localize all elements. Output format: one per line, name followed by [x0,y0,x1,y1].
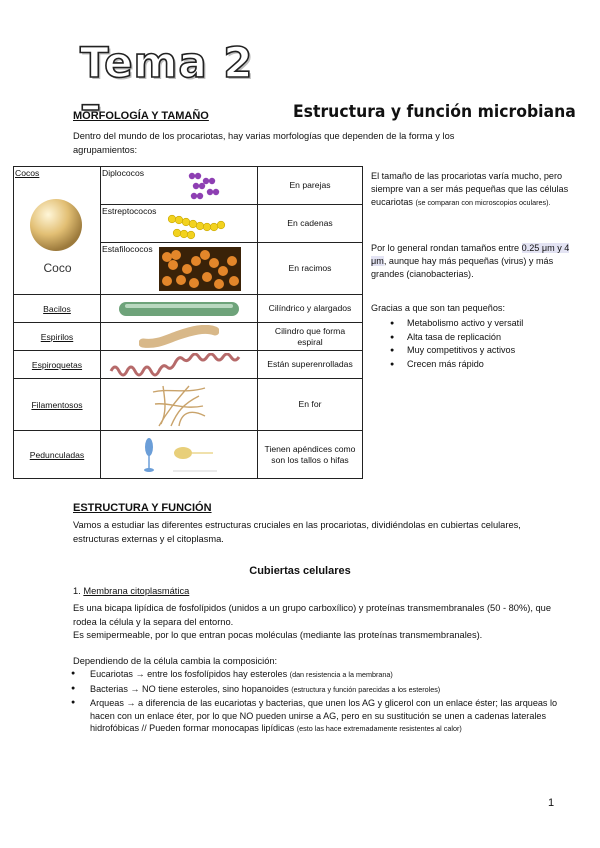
bacilos-image-cell [101,295,258,323]
size-note: (se comparan con microscopios oculares). [415,198,551,207]
membrana-p2: Es semipermeable, por lo que entran pocas moléculas (mediante las proteínas transmembranales). [73,630,483,640]
espirilos-image-cell [101,323,258,351]
membrana-p1: Es una bicapa lipídica de fosfolípidos (unidos a un grupo carboxílico) y proteínas transmembranales (50 - 80%), que rodea la célula y la separa del entorno. [73,603,552,627]
estreptococos-label: Estreptococos [102,206,157,216]
list-item: ● Eucariotas → entre los fosfolípidos hay esteroles (dan resistencia a la membrana) [90,668,560,682]
membrana-heading [73,584,189,598]
espirilos-cell [14,323,101,351]
list-item: ● Muy competitivos y activos [371,344,571,358]
list-item: ● Metabolismo activo y versatil [371,317,571,331]
estafilococos-image [159,247,241,291]
coco-caption: Coco [43,261,72,275]
espiroquetas-cell [14,351,101,379]
range-paragraph [371,242,571,281]
estreptococos-image [167,211,227,241]
pedunculadas-image-cell [101,431,258,479]
list-item: ● Crecen más rápido [371,358,571,372]
page-number: 1 [548,797,555,809]
advantages-list [371,317,571,371]
size-paragraph [371,170,571,209]
list-item: ● Bacterias → NO tiene esteroles, sino hopanoides (estructura y función parecidas a los esteroles) [90,683,560,697]
estafilococos-desc: En racimos [258,243,363,295]
diplococos-label: Diplococos [102,168,145,178]
diplococos-desc: En parejas [258,167,363,205]
pedunculadas-desc: Tienen apéndices como son los tallos o hifas [258,431,363,479]
estructura-heading: ESTRUCTURA Y FUNCIÓN [73,502,212,514]
morfologia-heading: MORFOLOGÍA Y TAMAÑO [73,110,209,122]
filamentosos-desc: En for [258,379,363,431]
espirilos-desc: Cilindro que forma espiral [258,323,363,351]
espiroquetas-image-cell [101,351,258,379]
pedunculadas-label: Pedunculadas [29,449,85,460]
diplococos-image [186,170,226,204]
espiroquetas-label: Espiroquetas [31,359,83,370]
advantages-intro: Gracias a que son tan pequeños: [371,303,505,313]
morphology-table [13,166,363,479]
estreptococos-desc: En cadenas [258,205,363,243]
bacilos-image [117,299,242,319]
cocos-cell [14,167,101,295]
diplococos-cell [101,167,258,205]
range-text: Por lo general rondan tamaños entre [371,243,522,253]
estafilococos-label: Estafilococos [102,244,153,254]
bacilos-desc: Cilíndrico y alargados [258,295,363,323]
range-text-end: , aunque hay más pequeñas (virus) y más grandes (cianobacterias). [371,256,554,279]
filamentosos-label: Filamentosos [31,399,83,410]
estreptococos-cell [101,205,258,243]
title-subtitle: Estructura y función microbiana [292,102,576,122]
advantages-block [371,302,571,371]
title-tema: Tema 2 – [80,38,254,129]
list-item: ● Alta tasa de replicación [371,331,571,345]
espiroquetas-desc: Están superenrolladas [258,351,363,379]
espiroquetas-image [109,353,249,377]
size-text: El tamaño de las procariotas varía mucho, pero siempre van a ser más pequeñas que las células eucariotas [371,171,569,207]
pedunculadas-image [139,435,219,475]
pedunculadas-cell [14,431,101,479]
cubiertas-heading: Cubiertas celulares [249,565,351,577]
espirilos-label: Espirilos [40,331,74,342]
filamentosos-image [149,382,209,428]
composicion-intro: Dependiendo de la célula cambia la composición: [73,656,278,666]
cocos-label: Cocos [15,168,40,178]
range-highlight: 0.25 μm y 4 μm [371,243,570,266]
filamentosos-image-cell [101,379,258,431]
morfologia-intro: Dentro del mundo de los procariotas, hay varias morfologías que dependen de la forma y los agrupamientos: [73,131,455,155]
list-item: ● Arqueas → a diferencia de las eucariotas y bacterias, que unen los AG y glicerol con un enlace éster; las arqueas lo hacen con un enlace éter, por lo que NO pueden unirse a AG, pero en su sustitución se unen a cadenas laterales hidrofóbicas // Pueden formar monocapas lipídicas (esto las hace extremadamente resistentes al calor) [90,697,560,736]
filamentosos-cell [14,379,101,431]
membrana-title: Membrana citoplasmática [83,586,190,596]
estafilococos-cell [101,243,258,295]
composicion-list [90,668,560,737]
estructura-intro: Vamos a estudiar las diferentes estructuras cruciales en las procariotas, dividiéndolas en cubiertas celulares, estructuras externas y el citoplasma. [73,520,521,544]
bacilos-label: Bacilos [43,303,71,314]
bacilos-cell [14,295,101,323]
espirilos-image [139,325,219,349]
membrana-number: 1. [73,586,84,596]
